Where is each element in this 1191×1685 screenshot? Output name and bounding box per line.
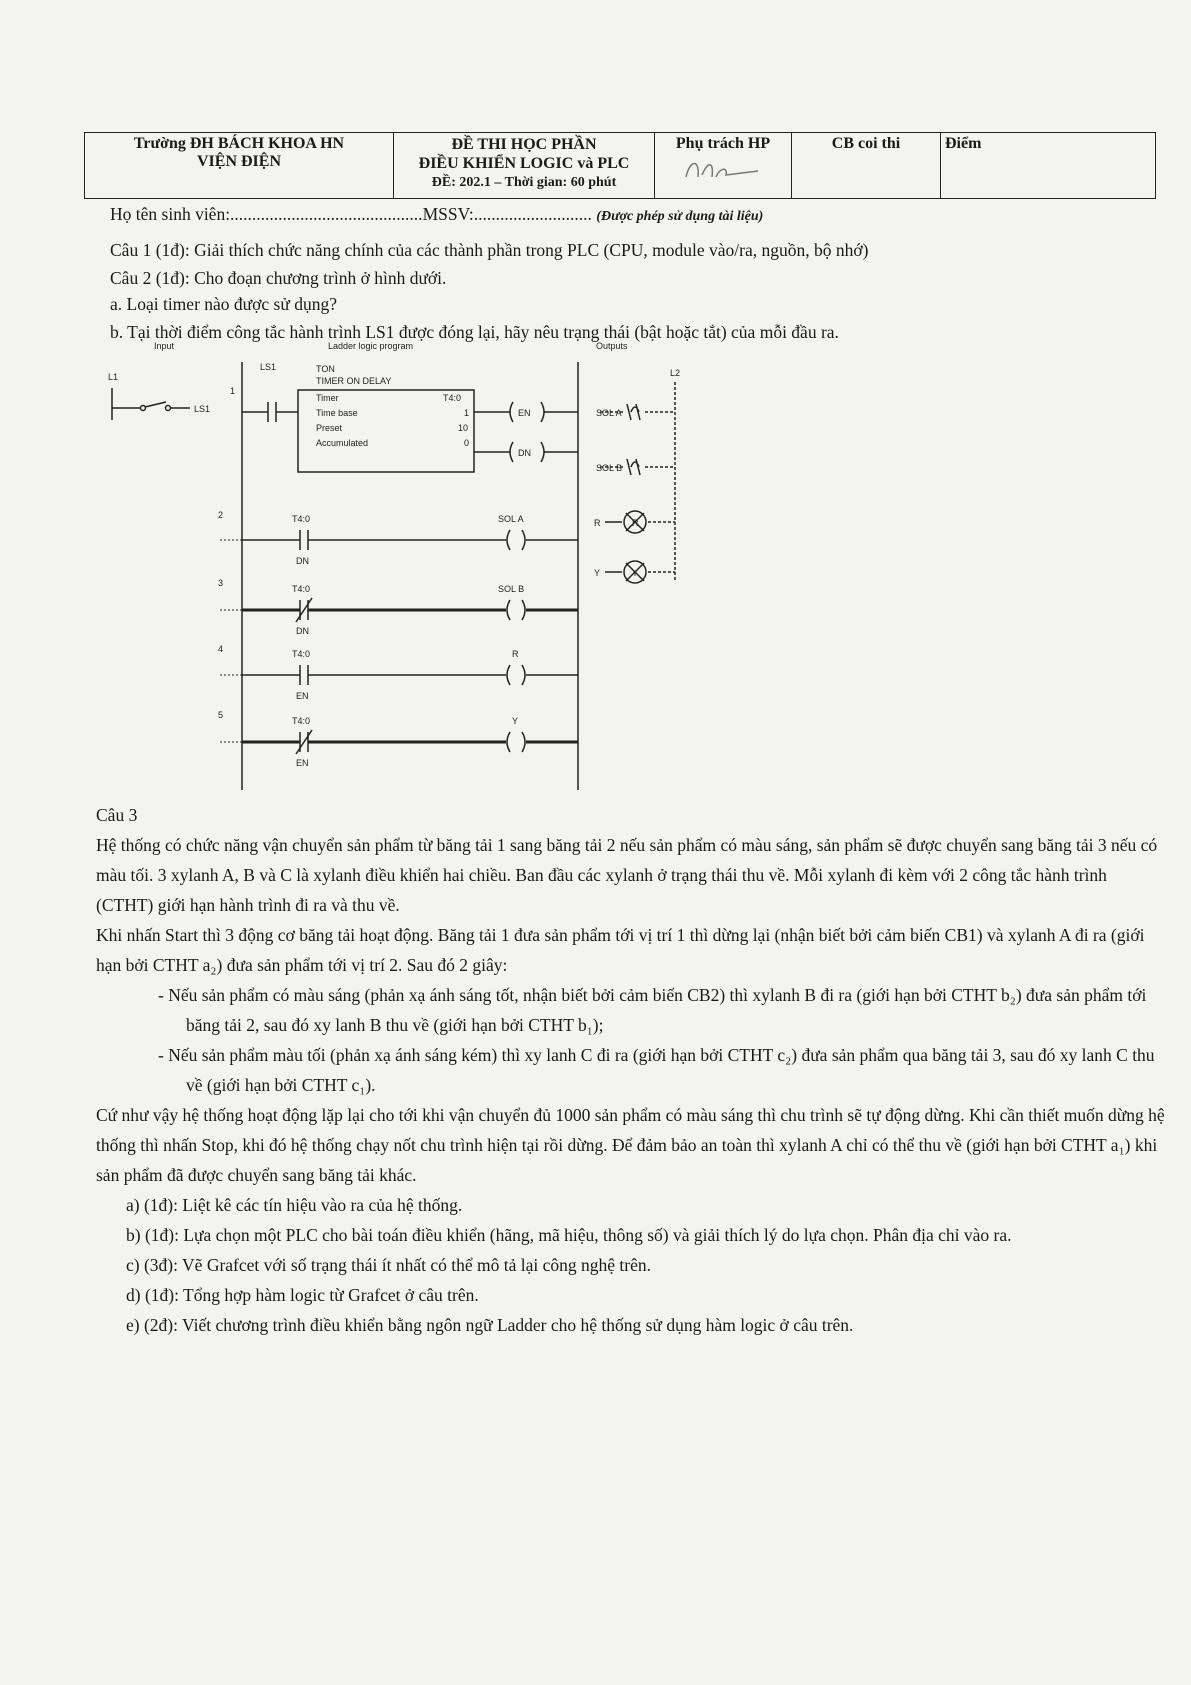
question-3d: d) (1đ): Tổng hợp hàm logic từ Grafcet ở câu trên. [126, 1285, 479, 1305]
rung3-coil-label: SOL B [498, 584, 525, 594]
signature-icon [678, 155, 768, 185]
timebase-field: Time base [316, 408, 358, 418]
question-2a: a. Loại timer nào được sử dụng? [110, 294, 337, 314]
ls1-switch-label: LS1 [194, 404, 211, 414]
question-2b: b. Tại thời điểm công tắc hành trình LS1 được đóng lại, hãy nêu trạng thái (bật hoặc tắt) của mỗi đầu ra. [110, 322, 839, 342]
question-3-paragraph-1: Hệ thống có chức năng vận chuyển sản phẩm từ băng tải 1 sang băng tải 2 nếu sản phẩm có màu sáng, sản phẩm sẽ được chuyển sang băng tải 3 nếu có màu tối. 3 xylanh A, B và C là xylanh điều khiển hai chiều. Ban đầu các xylanh ở trạng thái thu về. Mỗi xylanh đi kèm với 2 công tắc hành trình (CTHT) giới hạn hành trình đi ra và thu về. [96, 835, 1158, 915]
rung4-contact-bit: EN [296, 691, 309, 701]
question-3-paragraph-2: Khi nhấn Start thì 3 động cơ băng tải hoạt động. Băng tải 1 đưa sản phẩm tới vị trí 1 thì dừng lại (nhận biết bởi cảm biến CB1) và xylanh A đi ra (giới hạn bởi CTHT a₂) đưa sản phẩm tới vị trí 2. Sau đó 2 giây: [96, 925, 1145, 975]
rung3-contact-bit: DN [296, 626, 309, 636]
timebase-value: 1 [464, 408, 470, 418]
question-2: Câu 2 (1đ): Cho đoạn chương trình ở hình dưới. [110, 268, 447, 288]
question-3e: e) (2đ): Viết chương trình điều khiển bằng ngôn ngữ Ladder cho hệ thống sử dụng hàm logic ở câu trên. [126, 1315, 854, 1335]
timer-field: Timer [316, 393, 339, 403]
rung5-contact-tag: T4:0 [292, 716, 311, 726]
student-id-label: MSSV:........................... [422, 204, 592, 224]
question-3-block [96, 800, 1166, 1340]
output-y-label: Y [594, 568, 601, 578]
proctor-label: CB coi thi [831, 135, 901, 152]
ladder-program-label: Ladder logic program [328, 341, 414, 351]
input-label: Input [154, 341, 175, 351]
question-3c: c) (3đ): Vẽ Grafcet với số trạng thái ít nhất có thể mô tả lại công nghệ trên. [126, 1255, 652, 1275]
en-coil-label: EN [518, 408, 531, 418]
materials-note: (Được phép sử dụng tài liệu) [596, 209, 764, 224]
student-name-label: Họ tên sinh viên:............................................ [110, 204, 423, 224]
exam-header-table [84, 132, 1156, 199]
course-name: ĐIỀU KHIỂN LOGIC và PLC [418, 155, 630, 172]
rung4-coil-label: R [512, 649, 519, 659]
exam-code-time: ĐỀ: 202.1 – Thời gian: 60 phút [431, 175, 617, 190]
pilot-light-y-letter: Y [632, 568, 639, 578]
outputs-label: Outputs [596, 341, 628, 351]
rung-3-number: 3 [218, 578, 224, 588]
question-3-bullet-1: - Nếu sản phẩm có màu sáng (phản xạ ánh sáng tốt, nhận biết bởi cảm biến CB2) thì xylanh B đi ra (giới hạn bởi CTHT b₂) đưa sản phẩm tới băng tải 2, sau đó xy lanh B thu về (giới hạn bởi CTHT b₁); [158, 985, 1147, 1035]
rung3-contact-tag: T4:0 [292, 584, 311, 594]
rung-2-number: 2 [218, 510, 224, 520]
rung2-coil-label: SOL A [498, 514, 524, 524]
l2-label: L2 [670, 368, 681, 378]
dn-coil-label: DN [518, 448, 531, 458]
exam-title: ĐỀ THI HỌC PHẦN [451, 136, 597, 153]
output-sol-b-label: SOL B [596, 463, 623, 473]
rung-4-number: 4 [218, 644, 224, 654]
question-3a: a) (1đ): Liệt kê các tín hiệu vào ra của hệ thống. [126, 1195, 463, 1215]
school-cell [85, 133, 394, 199]
rung2-contact-bit: DN [296, 556, 309, 566]
score-label: Điểm [945, 135, 982, 152]
question-3b: b) (1đ): Lựa chọn một PLC cho bài toán điều khiển (hãng, mã hiệu, thông số) và giải thích lý do lựa chọn. Phân địa chỉ vào ra. [126, 1225, 1012, 1245]
output-r-label: R [594, 518, 601, 528]
rung2-contact-tag: T4:0 [292, 514, 311, 524]
school-name: Trường ĐH BÁCH KHOA HN [133, 135, 345, 152]
rung4-contact-tag: T4:0 [292, 649, 311, 659]
pilot-light-r-letter: R [632, 518, 639, 528]
proctor-cell [792, 133, 941, 199]
accumulated-value: 0 [464, 438, 470, 448]
institute-name: VIỆN ĐIỆN [196, 153, 281, 170]
ladder-diagram [100, 341, 740, 805]
question-1: Câu 1 (1đ): Giải thích chức năng chính của các thành phần trong PLC (CPU, module vào/ra, nguồn, bộ nhớ) [110, 240, 869, 260]
responsible-cell [655, 133, 792, 199]
exam-title-cell [394, 133, 655, 199]
question-3-paragraph-3: Cứ như vậy hệ thống hoạt động lặp lại cho tới khi vận chuyển đủ 1000 sản phẩm có màu sáng thì chu trình sẽ tự động dừng. Khi cần thiết muốn dừng hệ thống thì nhấn Stop, khi đó hệ thống chạy nốt chu trình hiện tại rồi dừng. Để đảm bảo an toàn thì xylanh A chỉ có thể thu về (giới hạn bởi CTHT a₁) khi sản phẩm đã được chuyển sang băng tải khác. [96, 1105, 1165, 1185]
output-sol-a-label: SOL A [596, 408, 622, 418]
timer-value: T4:0 [443, 393, 462, 403]
ls1-contact-label: LS1 [260, 362, 277, 372]
responsible-label: Phụ trách HP [675, 135, 771, 152]
score-cell [941, 133, 1156, 199]
ton-label: TON [316, 364, 335, 374]
preset-value: 10 [458, 423, 469, 433]
timer-on-delay-label: TIMER ON DELAY [316, 376, 392, 386]
accumulated-field: Accumulated [316, 438, 369, 448]
rung-1-number: 1 [230, 386, 236, 396]
rung5-contact-bit: EN [296, 758, 309, 768]
question-3-title: Câu 3 [96, 805, 138, 825]
rung5-coil-label: Y [512, 716, 519, 726]
question-3-bullet-2: - Nếu sản phẩm màu tối (phản xạ ánh sáng kém) thì xy lanh C đi ra (giới hạn bởi CTHT c₂) đưa sản phẩm qua băng tải 3, sau đó xy lanh C thu về (giới hạn bởi CTHT c₁). [158, 1045, 1155, 1095]
student-info-line [110, 204, 763, 225]
l1-label: L1 [108, 372, 119, 382]
preset-field: Preset [316, 423, 343, 433]
rung-5-number: 5 [218, 710, 224, 720]
